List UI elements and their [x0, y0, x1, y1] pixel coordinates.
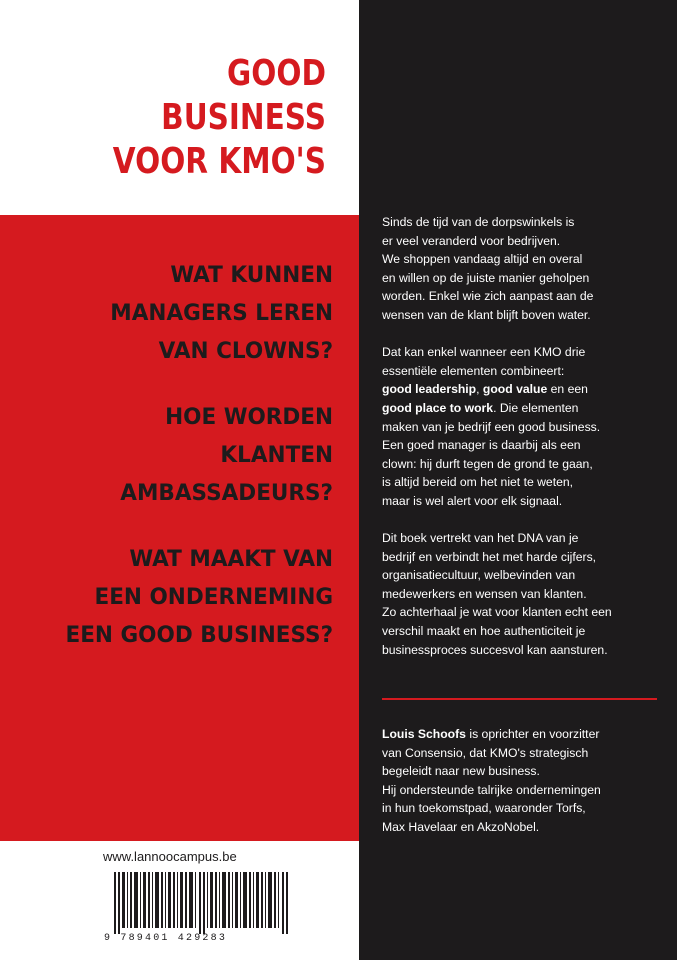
- title-line-2: BUSINESS: [161, 97, 326, 138]
- question-3: [60, 541, 333, 655]
- text-line: er veel veranderd voor bedrijven.: [382, 233, 561, 248]
- question-list: [60, 257, 333, 683]
- title-line-3: VOOR KMO'S: [112, 141, 326, 182]
- question-3-line-1: WAT MAAKT VAN: [129, 547, 333, 572]
- text-line: begeleidt naar new business.: [382, 764, 540, 779]
- text-line: [382, 725, 657, 744]
- barcode-icon: [114, 872, 290, 934]
- author-bio: [382, 725, 657, 837]
- text-fragment: en een: [547, 382, 588, 397]
- text-line: Hij ondersteunde talrijke ondernemingen: [382, 782, 601, 797]
- paragraph-book: [382, 529, 657, 659]
- question-3-line-2: EEN ONDERNEMING: [94, 585, 334, 610]
- text-line: medewerkers en wensen van klanten.: [382, 586, 587, 601]
- question-1: [60, 257, 333, 371]
- text-line: [382, 399, 657, 418]
- text-line: wensen van de klant blijft boven water.: [382, 307, 591, 322]
- author-name: Louis Schoofs: [382, 727, 466, 741]
- text-line: van Consensio, dat KMO's strategisch: [382, 745, 589, 760]
- question-2-line-2: KLANTEN: [220, 443, 333, 468]
- question-2-line-3: AMBASSADEURS?: [120, 481, 333, 506]
- paragraph-elements: [382, 343, 657, 510]
- text-line: [382, 380, 657, 399]
- text-line: verschil maakt en hoe authenticiteit je: [382, 624, 586, 639]
- bold-term-place-to-work: good place to work: [382, 400, 494, 415]
- text-fragment: . Die elementen: [493, 400, 579, 415]
- text-line: bedrijf en verbindt het met harde cijfers,: [382, 549, 597, 564]
- question-3-line-3: EEN GOOD BUSINESS?: [65, 623, 333, 648]
- publisher-website: www.lannoocampus.be: [103, 849, 237, 864]
- text-fragment: is oprichter en voorzitter: [465, 727, 600, 741]
- text-line: worden. Enkel wie zich aanpast aan de: [382, 289, 594, 304]
- paragraph-intro: [382, 213, 657, 325]
- text-line: en willen op de juiste manier geholpen: [382, 270, 590, 285]
- back-cover-text: [382, 213, 657, 678]
- text-line: Dat kan enkel wanneer een KMO drie: [382, 345, 586, 360]
- text-line: Dit boek vertrekt van het DNA van je: [382, 531, 579, 546]
- text-line: organisatiecultuur, welbevinden van: [382, 568, 576, 583]
- bold-term-value: good value: [482, 382, 548, 397]
- text-line: maar is wel alert voor elk signaal.: [382, 493, 563, 508]
- question-1-line-3: VAN CLOWNS?: [158, 339, 333, 364]
- text-line: Sinds de tijd van de dorpswinkels is: [382, 215, 575, 229]
- question-1-line-1: WAT KUNNEN: [170, 263, 333, 288]
- text-line: is altijd bereid om het niet te weten,: [382, 475, 574, 490]
- title-line-1: GOOD: [227, 53, 326, 94]
- question-1-line-2: MANAGERS LEREN: [110, 301, 334, 326]
- book-title: [66, 52, 326, 184]
- text-line: Zo achterhaal je wat voor klanten echt een: [382, 605, 612, 620]
- bold-term-leadership: good leadership: [382, 382, 477, 397]
- text-line: businessproces succesvol kan aansturen.: [382, 642, 608, 657]
- barcode-number: 9 789401 429283: [104, 933, 228, 944]
- text-line: Max Havelaar en AkzoNobel.: [382, 819, 540, 834]
- text-line: Een goed manager is daarbij als een: [382, 438, 581, 453]
- text-line: in hun toekomstpad, waaronder Torfs,: [382, 801, 586, 816]
- text-line: We shoppen vandaag altijd en overal: [382, 252, 583, 267]
- text-line: essentiële elementen combineert:: [382, 363, 565, 378]
- question-2-line-1: HOE WORDEN: [165, 405, 333, 430]
- text-line: maken van je bedrijf een good business.: [382, 419, 601, 434]
- text-fragment: ,: [476, 382, 483, 397]
- question-2: [60, 399, 333, 513]
- red-divider: [382, 698, 657, 700]
- text-line: clown: hij durft tegen de grond te gaan,: [382, 456, 593, 471]
